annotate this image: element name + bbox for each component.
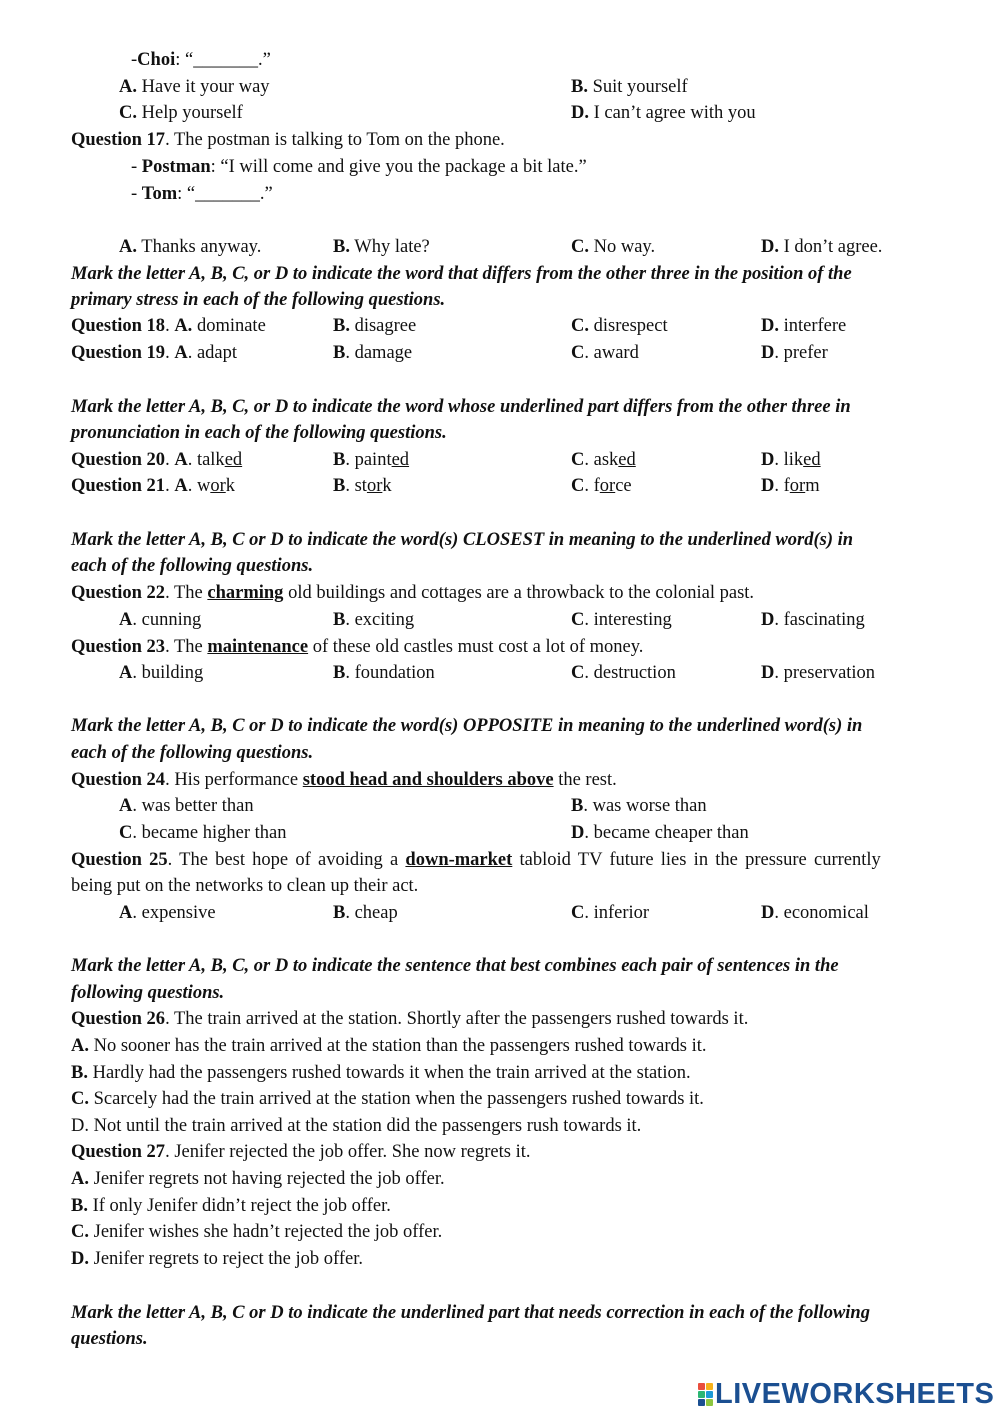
q25-option-c: C. inferior	[571, 903, 650, 923]
q27-option-b: B. If only Jenifer didn’t reject the job offer.	[71, 1196, 391, 1216]
instruction-combine-line1: Mark the letter A, B, C, or D to indicate the sentence that best combines each pair of sentences in the	[71, 956, 839, 976]
q16-option-d: D. I can’t agree with you	[571, 103, 756, 123]
q25-option-d: D. economical	[761, 903, 869, 923]
liveworksheets-logo[interactable]	[698, 1379, 994, 1409]
q19-option-b: B. damage	[333, 343, 413, 363]
q21-option-d: D. form	[761, 476, 820, 496]
q17-option-a: A. Thanks anyway.	[119, 237, 262, 257]
q20-option-c: C. asked	[571, 450, 636, 470]
q24-option-b: B. was worse than	[571, 796, 707, 816]
q22-option-a: A. cunning	[119, 610, 202, 630]
q27-option-d: D. Jenifer regrets to reject the job offer.	[71, 1249, 363, 1269]
q25-option-b: B. cheap	[333, 903, 398, 923]
q26-option-c: C. Scarcely had the train arrived at the station when the passengers rushed towards it.	[71, 1089, 704, 1109]
instruction-closest-line2: each of the following questions.	[71, 556, 314, 576]
q16-option-a: A. Have it your way	[119, 77, 270, 97]
q16-option-c: C. Help yourself	[119, 103, 243, 123]
q18-option-c: C. disrespect	[571, 316, 668, 336]
q21-option-b: B. stork	[333, 476, 392, 496]
q19-option-c: C. award	[571, 343, 639, 363]
q18-label: Question 18. A. dominate	[71, 316, 266, 336]
q21-label: Question 21. A. work	[71, 476, 235, 496]
q17-stem: Question 17. The postman is talking to Tom on the phone.	[71, 130, 505, 150]
q20-option-b: B. painted	[333, 450, 410, 470]
q24-option-d: D. became cheaper than	[571, 823, 749, 843]
q24-option-a: A. was better than	[119, 796, 254, 816]
q26-option-d: D. Not until the train arrived at the station did the passengers rush towards it.	[71, 1116, 642, 1136]
q22-option-b: B. exciting	[333, 610, 415, 630]
q23-stem: Question 23. The maintenance of these old castles must cost a lot of money.	[71, 637, 644, 657]
instruction-pronunciation-line1: Mark the letter A, B, C, or D to indicate the word whose underlined part differs from the other three in	[71, 397, 851, 417]
q23-option-a: A. building	[119, 663, 204, 683]
q27-option-a: A. Jenifer regrets not having rejected the job offer.	[71, 1169, 445, 1189]
q17-option-c: C. No way.	[571, 237, 656, 257]
q18-option-d: D. interfere	[761, 316, 847, 336]
q27-stem: Question 27. Jenifer rejected the job offer. She now regrets it.	[71, 1142, 531, 1162]
q24-stem: Question 24. His performance stood head and shoulders above the rest.	[71, 770, 617, 790]
q26-option-a: A. No sooner has the train arrived at the station than the passengers rushed towards it.	[71, 1036, 707, 1056]
q26-option-b: B. Hardly had the passengers rushed towards it when the train arrived at the station.	[71, 1063, 691, 1083]
q23-option-c: C. destruction	[571, 663, 676, 683]
q17-postman-line: - Postman: “I will come and give you the package a bit late.”	[131, 157, 587, 177]
q22-option-d: D. fascinating	[761, 610, 865, 630]
liveworksheets-logo-icon	[698, 1383, 713, 1406]
q26-stem: Question 26. The train arrived at the station. Shortly after the passengers rushed towards it.	[71, 1009, 749, 1029]
q24-option-c: C. became higher than	[119, 823, 287, 843]
q20-option-d: D. liked	[761, 450, 821, 470]
q25-option-a: A. expensive	[119, 903, 216, 923]
instruction-correction-line2: questions.	[71, 1329, 148, 1349]
q25-stem-line2: being put on the networks to clean up their act.	[71, 876, 419, 896]
instruction-combine-line2: following questions.	[71, 983, 225, 1003]
q19-option-d: D. prefer	[761, 343, 828, 363]
q23-option-d: D. preservation	[761, 663, 876, 683]
q25-stem-line1: Question 25. The best hope of avoiding a down-market tabloid TV future lies in the pressure currently	[71, 850, 881, 870]
q17-option-b: B. Why late?	[333, 237, 430, 257]
q17-option-d: D. I don’t agree.	[761, 237, 883, 257]
liveworksheets-brand-text: LIVEWORKSHEETS	[715, 1377, 995, 1410]
instruction-opposite-line1: Mark the letter A, B, C or D to indicate the word(s) OPPOSITE in meaning to the underlined word(s) in	[71, 716, 863, 736]
instruction-opposite-line2: each of the following questions.	[71, 743, 314, 763]
q16-choi-line: -Choi: “_______.”	[131, 50, 271, 70]
instruction-closest-line1: Mark the letter A, B, C or D to indicate the word(s) CLOSEST in meaning to the underlined word(s) in	[71, 530, 854, 550]
q22-option-c: C. interesting	[571, 610, 672, 630]
q23-option-b: B. foundation	[333, 663, 435, 683]
q22-stem: Question 22. The charming old buildings and cottages are a throwback to the colonial past.	[71, 583, 755, 603]
instruction-stress-line1: Mark the letter A, B, C, or D to indicate the word that differs from the other three in the position of the	[71, 264, 852, 284]
q27-option-c: C. Jenifer wishes she hadn’t rejected the job offer.	[71, 1222, 443, 1242]
instruction-pronunciation-line2: pronunciation in each of the following questions.	[71, 423, 447, 443]
q19-label: Question 19. A. adapt	[71, 343, 237, 363]
q18-option-b: B. disagree	[333, 316, 417, 336]
instruction-correction-line1: Mark the letter A, B, C or D to indicate the underlined part that needs correction in each of the following	[71, 1303, 870, 1323]
q20-label: Question 20. A. talked	[71, 450, 243, 470]
q17-tom-line: - Tom: “_______.”	[131, 184, 273, 204]
q16-option-b: B. Suit yourself	[571, 77, 688, 97]
q21-option-c: C. force	[571, 476, 632, 496]
instruction-stress-line2: primary stress in each of the following questions.	[71, 290, 446, 310]
